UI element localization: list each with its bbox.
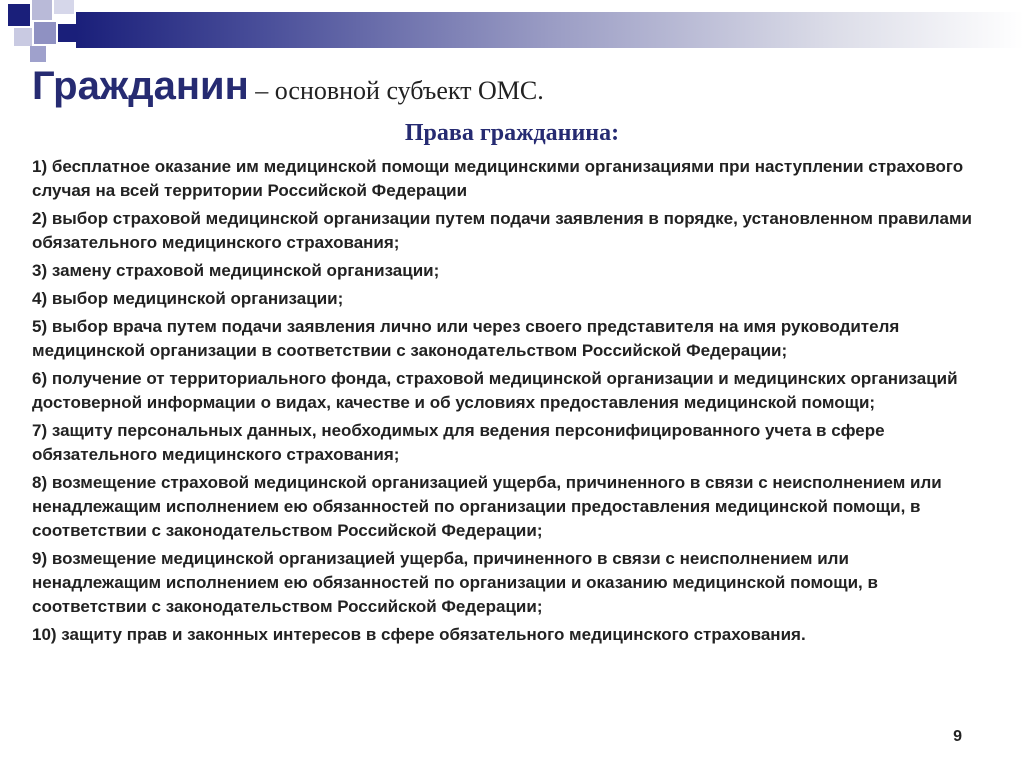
decorative-header <box>0 0 1024 70</box>
header-gradient-bar <box>76 12 1024 48</box>
deco-square <box>58 24 76 42</box>
rights-item: 4) выбор медицинской организации; <box>32 289 344 308</box>
deco-square <box>32 0 52 20</box>
rights-item: 5) выбор врача путем подачи заявления лично или через своего представителя на имя руководителя медицинской организации в соответствии с законодательством Российской Федерации; <box>32 317 900 360</box>
deco-square <box>54 0 74 14</box>
rights-item: 8) возмещение страховой медицинской организацией ущерба, причиненного в связи с неисполнением или ненадлежащим исполнением ею обязанностей по организации предоставления медицинской помощи, в соответствии с законодательством Российской Федерации; <box>32 473 942 540</box>
rights-item: 6) получение от территориального фонда, страховой медицинской организации и медицинских организаций достоверной информации о видах, качестве и об условиях предоставления медицинской помощи; <box>32 369 958 412</box>
rights-item: 2) выбор страховой медицинской организации путем подачи заявления в порядке, установленном правилами обязательного медицинского страхования; <box>32 209 972 252</box>
rights-item: 7) защиту персональных данных, необходимых для ведения персонифицированного учета в сфере обязательного медицинского страхования; <box>32 421 885 464</box>
slide-title <box>32 64 544 109</box>
rights-item: 9) возмещение медицинской организацией ущерба, причиненного в связи с неисполнением или ненадлежащим исполнением ею обязанностей по организации и оказанию медицинской помощи, в соответствии с законодательством Российской Федерации; <box>32 549 878 616</box>
rights-item: 3) замену страховой медицинской организации; <box>32 261 440 280</box>
page-number: 9 <box>953 728 962 745</box>
deco-square <box>34 22 56 44</box>
title-main: Гражданин <box>32 64 249 108</box>
title-rest: – основной субъект ОМС. <box>248 76 544 105</box>
rights-item: 10) защиту прав и законных интересов в сфере обязательного медицинского страхования. <box>32 625 806 644</box>
deco-square <box>30 46 46 62</box>
subtitle: Права гражданина: <box>404 120 620 146</box>
deco-square <box>8 4 30 26</box>
deco-square <box>14 28 32 46</box>
rights-item: 1) бесплатное оказание им медицинской помощи медицинскими организациями при наступлении страхового случая на всей территории Российской Федерации <box>32 157 964 200</box>
rights-list <box>32 155 972 651</box>
